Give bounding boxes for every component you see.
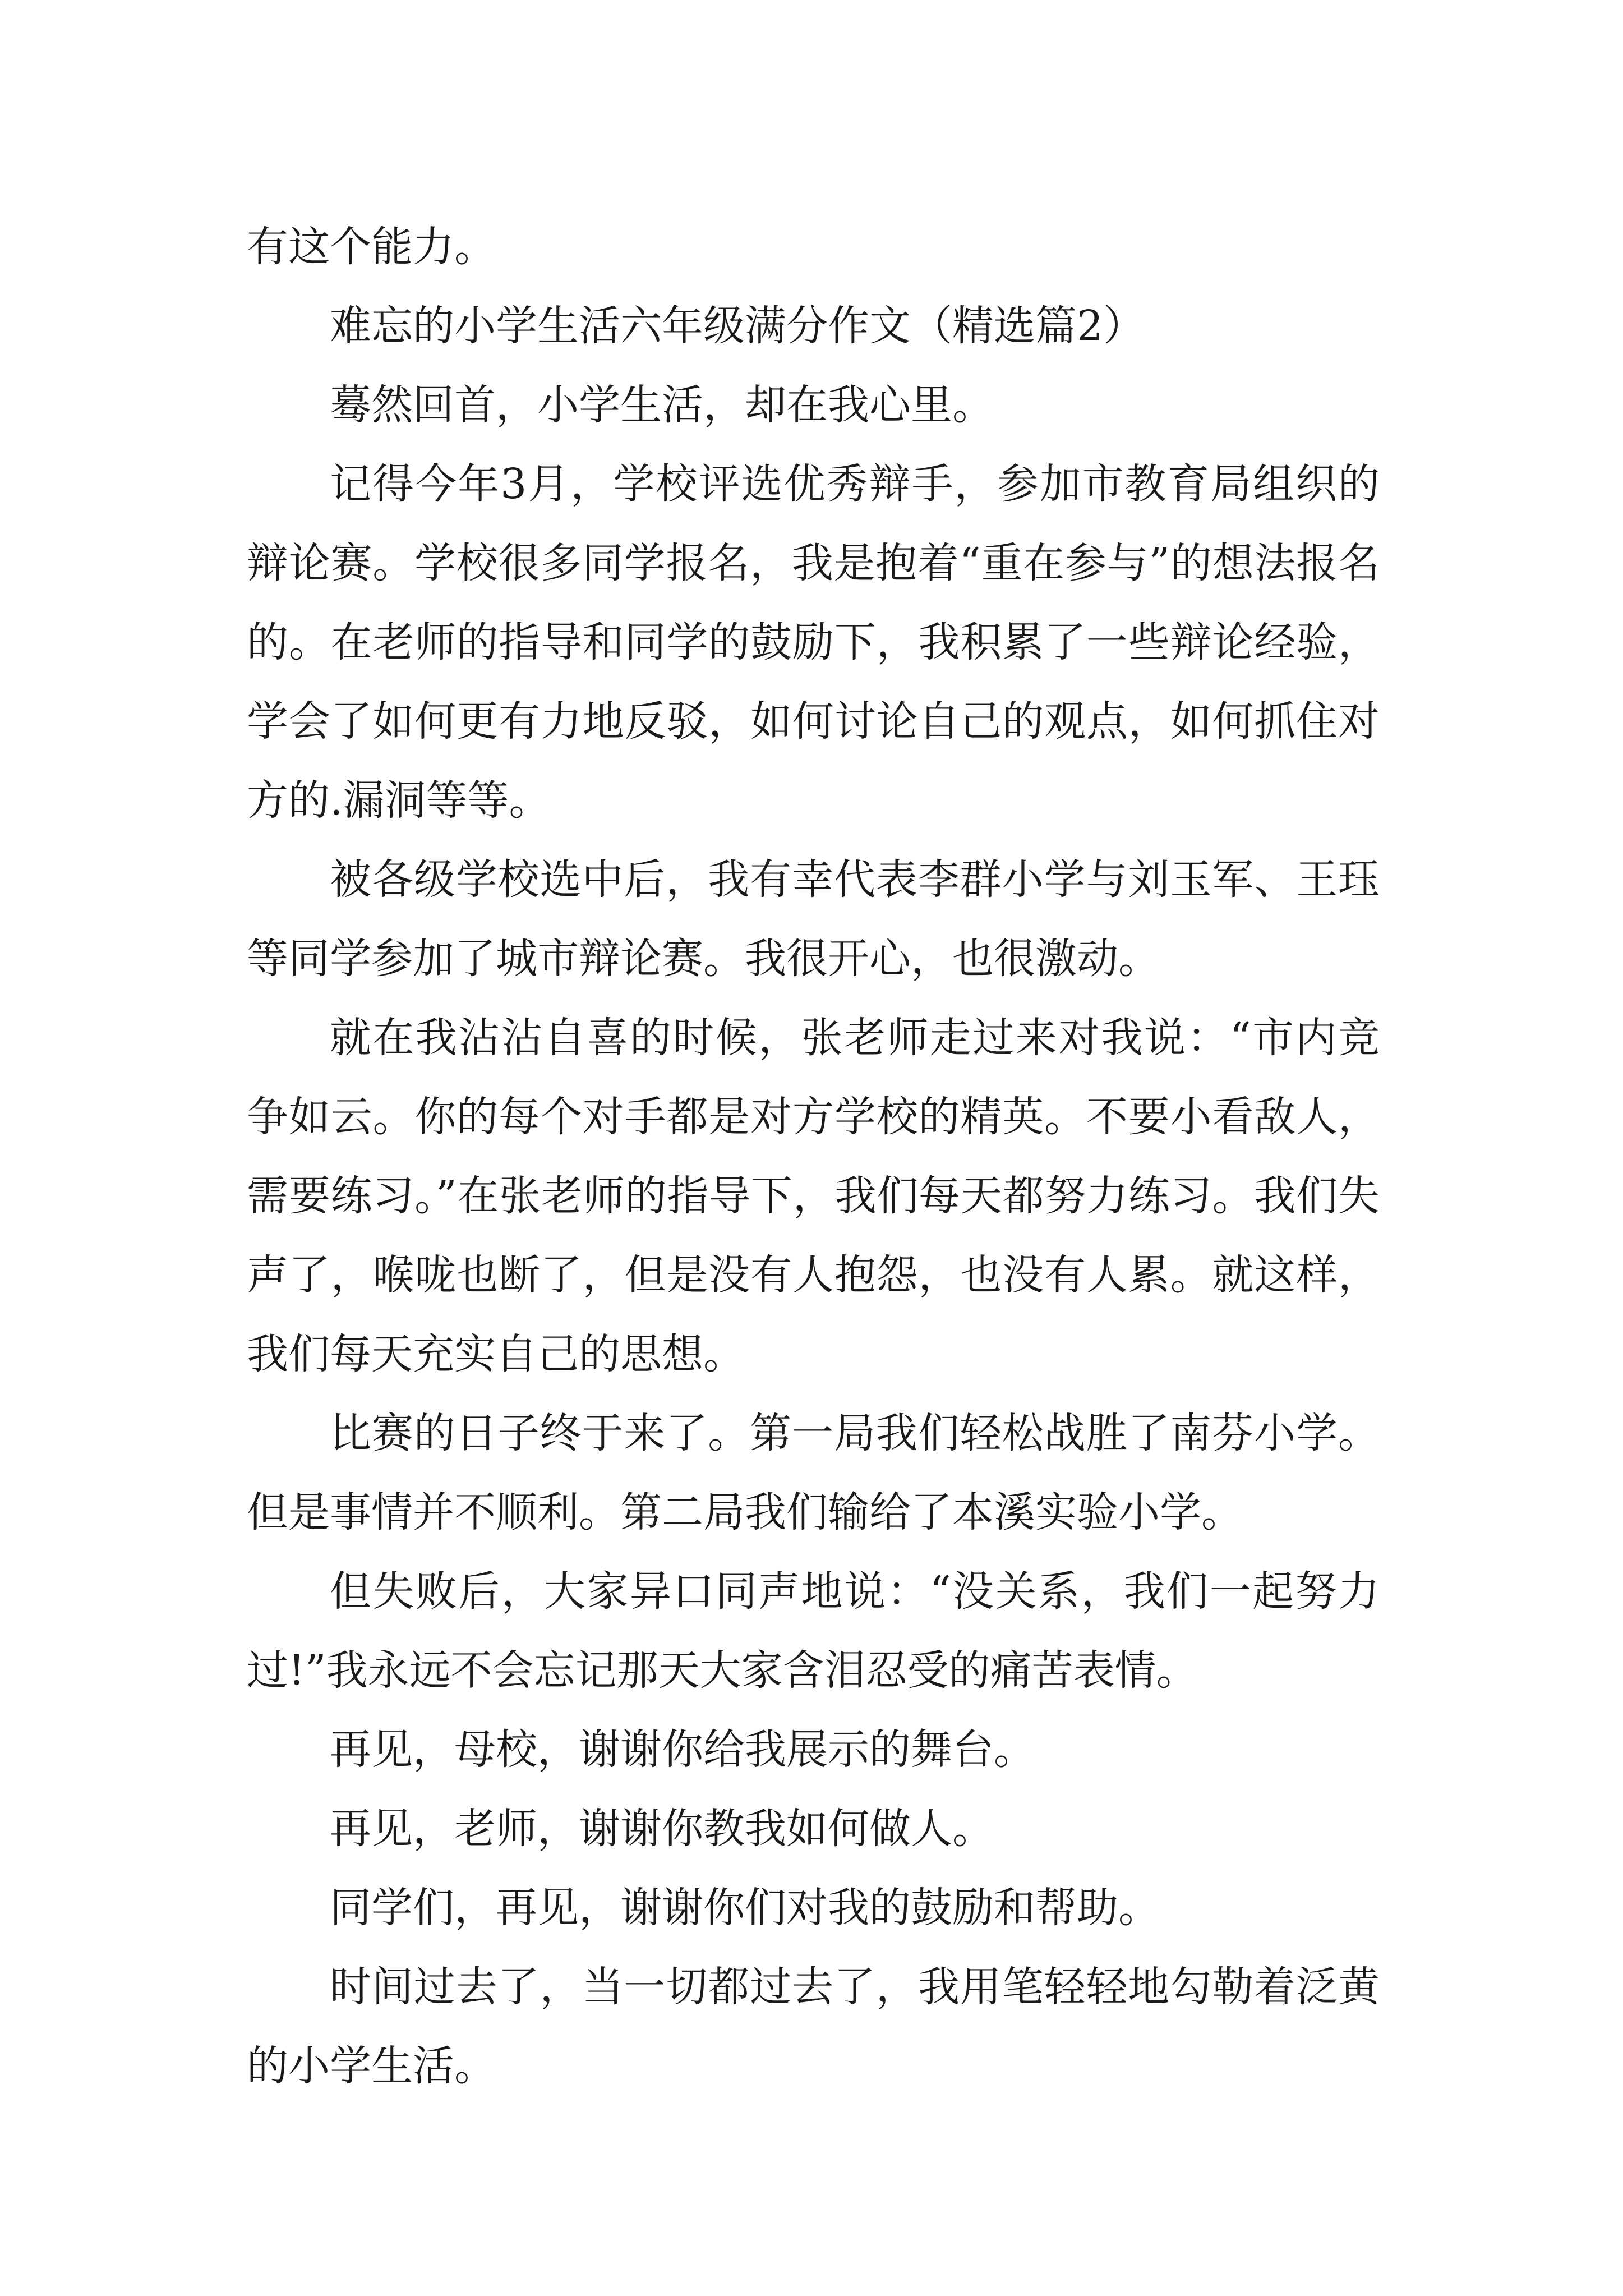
paragraph: 记得今年3月，学校评选优秀辩手，参加市教育局组织的辩论赛。学校很多同学报名，我是抱着“重在参与”的想法报名的。在老师的指导和同学的鼓励下，我积累了一些辩论经验，学会了如何更有力地反驳，如何讨论自己的观点，如何抓住对方的.漏洞等等。 — [247, 460, 1380, 825]
paragraph: 再见，老师，谢谢你教我如何做人。 — [330, 1805, 994, 1853]
essay-title: 难忘的小学生活六年级满分作文（精选篇2） — [330, 302, 1145, 350]
paragraph: 就在我沾沾自喜的时候，张老师走过来对我说：“市内竞争如云。你的每个对手都是对方学校的精英。不要小看敌人，需要练习。”在张老师的指导下，我们每天都努力练习。我们失声了，喉咙也断了，但是没有人抱怨，也没有人累。就这样，我们每天充实自己的思想。 — [247, 1014, 1380, 1378]
paragraph: 但失败后，大家异口同声地说：“没关系，我们一起努力过!”我永远不会忘记那天大家含泪忍受的痛苦表情。 — [247, 1567, 1380, 1695]
paragraph: 再见，母校，谢谢你给我展示的舞台。 — [330, 1726, 1035, 1774]
essay-body — [247, 208, 1380, 2106]
paragraph-continuation: 有这个能力。 — [247, 223, 496, 271]
paragraph: 同学们，再见，谢谢你们对我的鼓励和帮助。 — [330, 1884, 1160, 1932]
paragraph: 比赛的日子终于来了。第一局我们轻松战胜了南芬小学。但是事情并不顺利。第二局我们输给了本溪实验小学。 — [247, 1409, 1380, 1536]
paragraph: 时间过去了，当一切都过去了，我用笔轻轻地勾勒着泛黄的小学生活。 — [247, 1963, 1380, 2090]
paragraph: 蓦然回首，小学生活，却在我心里。 — [330, 381, 994, 429]
paragraph: 被各级学校选中后，我有幸代表李群小学与刘玉军、王珏等同学参加了城市辩论赛。我很开心，也很激动。 — [247, 855, 1380, 983]
